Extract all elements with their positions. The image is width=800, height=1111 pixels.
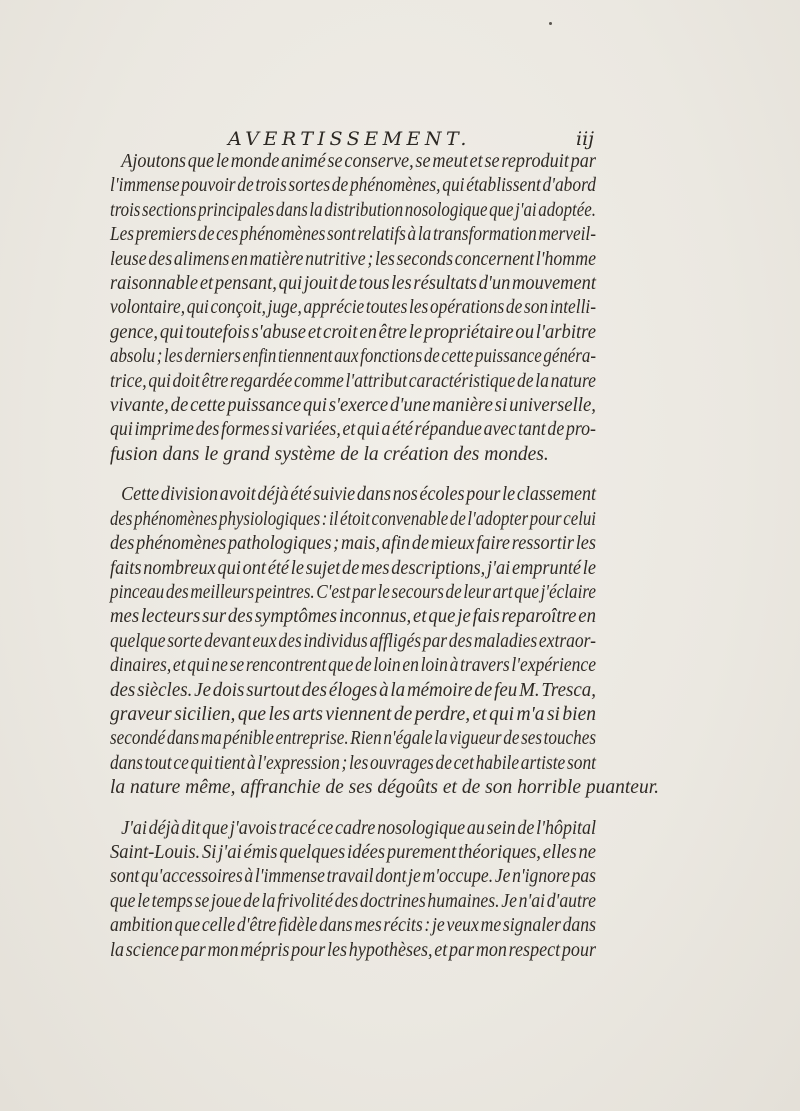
text-line: absolu ; les derniers enfin tiennent aux fonctions de cette puissance généra-	[110, 346, 596, 368]
text-line: pinceau des meilleurs peintres. C'est par le secours de leur art que j'éclaire	[110, 581, 596, 603]
text-line: faits nombreux qui ont été le sujet de mes descriptions, j'ai emprunté le	[110, 557, 596, 579]
text-line: trice, qui doit être regardée comme l'attribut caractéristique de la nature	[110, 370, 596, 392]
paragraph-3	[110, 817, 596, 963]
text-line: mes lecteurs sur des symptômes inconnus, et que je fais reparoître en	[110, 606, 596, 628]
text-line: Les premiers de ces phénomènes sont relatifs à la transformation merveil-	[110, 224, 596, 246]
running-head: AVERTISSEMENT.	[228, 128, 471, 150]
text-line: que le temps se joue de la frivolité des doctrines humaines. Je n'ai d'autre	[110, 890, 596, 912]
text-line: l'immense pouvoir de trois sortes de phénomènes, qui établissent d'abord	[110, 175, 596, 197]
text-line: trois sections principales dans la distribution nosologique que j'ai adoptée.	[110, 199, 596, 221]
text-line: Saint-Louis. Si j'ai émis quelques idées purement théoriques, elles ne	[110, 841, 596, 863]
text-line: la science par mon mépris pour les hypothèses, et par mon respect pour	[110, 939, 596, 961]
text-line: des siècles. Je dois surtout des éloges à la mémoire de feu M. Tresca,	[110, 679, 596, 701]
paragraph-2	[110, 483, 659, 800]
text-line: fusion dans le grand système de la création des mondes.	[110, 443, 549, 465]
text-line: quelque sorte devant eux des individus affligés par des maladies extraor-	[110, 630, 596, 652]
text-line: Cette division avoit déjà été suivie dans nos écoles pour le classement	[121, 484, 596, 506]
text-line: secondé dans ma pénible entreprise. Rien n'égale la vigueur de ses touches	[110, 728, 596, 750]
paragraph-1	[110, 150, 596, 467]
text-line: sont qu'accessoires à l'immense travail dont je m'occupe. Je n'ignore pas	[110, 866, 596, 888]
paragraph-gap	[110, 801, 596, 817]
text-line: raisonnable et pensant, qui jouit de tous les résultats d'un mouvement	[110, 273, 596, 295]
paragraph-gap	[110, 467, 596, 483]
text-line: J'ai déjà dit que j'avois tracé ce cadre nosologique au sein de l'hôpital	[121, 817, 596, 839]
text-line: graveur sicilien, que les arts viennent de perdre, et qui m'a si bien	[110, 703, 596, 725]
body-text	[110, 150, 659, 963]
text-line: leuse des alimens en matière nutritive ; les seconds concernent l'homme	[110, 248, 596, 270]
text-line: des phénomènes physiologiques : il étoit convenable de l'adopter pour celui	[110, 508, 596, 530]
text-line: volontaire, qui conçoit, juge, apprécie toutes les opérations de son intelli-	[110, 297, 596, 319]
text-line: ambition que celle d'être fidèle dans mes récits : je veux me signaler dans	[110, 915, 596, 937]
text-line: qui imprime des formes si variées, et qui a été répandue avec tant de pro-	[110, 419, 596, 441]
text-line: la nature même, affranchie de ses dégoûts et de son horrible puanteur.	[110, 777, 659, 799]
text-line: des phénomènes pathologiques ; mais, afin de mieux faire ressortir les	[110, 533, 596, 555]
ink-speck	[549, 22, 552, 25]
page-number: iij	[576, 128, 595, 150]
text-line: dinaires, et qui ne se rencontrent que de loin en loin à travers l'expérience	[110, 655, 596, 677]
text-line: Ajoutons que le monde animé se conserve, se meut et se reproduit par	[121, 151, 596, 172]
text-line: dans tout ce qui tient à l'expression ; les ouvrages de cet habile artiste sont	[110, 752, 596, 774]
text-line: gence, qui toutefois s'abuse et croit en être le propriétaire ou l'arbitre	[110, 321, 596, 343]
text-line: vivante, de cette puissance qui s'exerce d'une manière si universelle,	[110, 395, 596, 417]
